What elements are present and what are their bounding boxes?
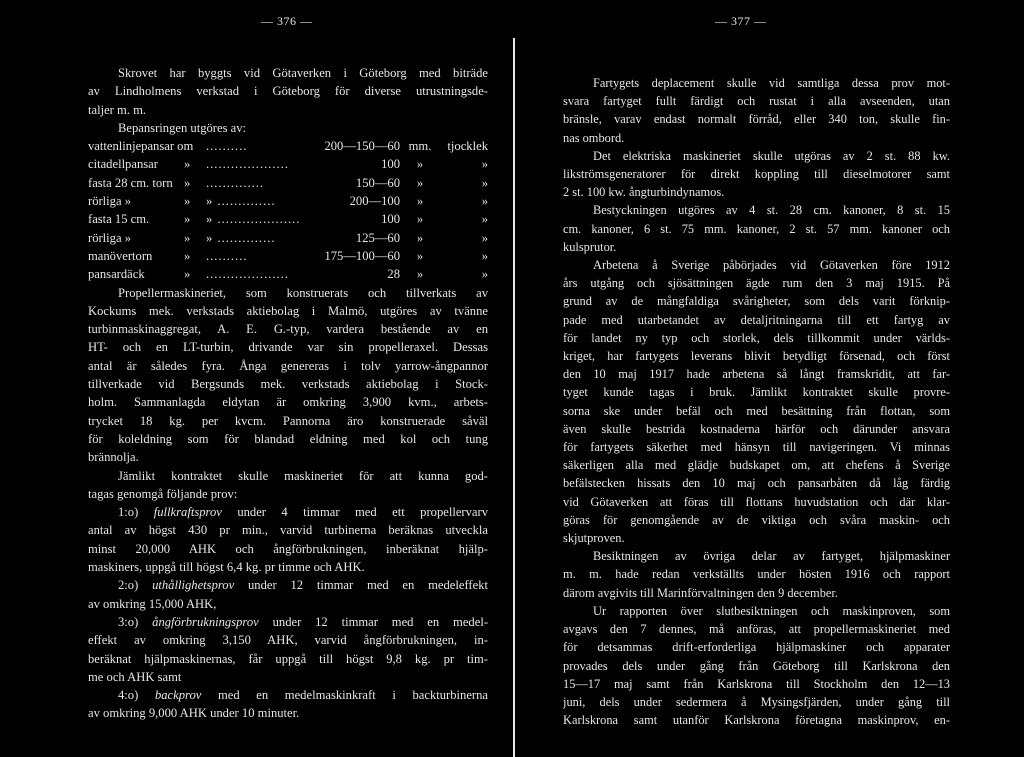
armor-table — [88, 137, 488, 283]
text-line: antal är således fyra. Ånga genereras i tolv yarrow-ångpannor — [88, 358, 488, 373]
armor-heading: Bepansringen utgöres av: — [118, 120, 247, 135]
text-line: turbinmaskinaggregat, A. E. G.-typ, vardera bestående av en — [88, 322, 488, 337]
armor-mark: » — [184, 230, 191, 245]
left-page — [88, 0, 488, 757]
right-page-body — [563, 74, 950, 729]
text-line: vid Götaverken att föras till flottans huvudstation och där klar- — [563, 494, 950, 509]
armor-label: fasta 15 cm. — [88, 212, 150, 227]
text-line: HT- och en LT-turbin, drivande var sin propelleraxel. Dessas — [88, 340, 488, 355]
text-line: trycket 18 kg. per kvcm. Pannorna äro konstruerade såväl — [88, 413, 488, 428]
text-line: Arbetena å Sverige påbörjades vid Götaverken före 1912 — [593, 258, 950, 273]
text-line: för fartygets säkerhet med hänsyn till navigeringen. Vi minnas — [563, 440, 950, 455]
text-line: för detsammas drift-erforderliga hjälpmaskiner och apparater — [563, 640, 950, 655]
text-line: minst 20,000 AHK och ångförbrukningen, inberäknat hjälp- — [88, 541, 488, 556]
test-4-name: backprov — [154, 688, 202, 703]
text-line: tyget kunde tagas i bruk. Jämlikt kontraktet skulle provre- — [563, 385, 950, 400]
armor-unit-2: » — [481, 194, 488, 209]
text-line: likströmsgeneratorer för direkt koppling till dieselmotorer samt — [563, 167, 950, 182]
text-line: tillverkade vid Bergsunds mek. verkstads aktiebolag i Stock- — [88, 377, 488, 392]
armor-value: 200—150—60 — [324, 139, 400, 154]
armor-leader: » .............. — [206, 230, 276, 245]
armor-mark: » — [184, 194, 191, 209]
text-line: taljer m. m. — [88, 102, 147, 117]
armor-unit: » — [416, 248, 424, 263]
armor-value: 125—60 — [355, 230, 400, 245]
armor-unit: » — [416, 157, 424, 172]
text-line: nas ombord. — [563, 130, 625, 145]
armor-mark: » — [184, 267, 191, 282]
text-line: Karlskrona samt utanför Karlskrona företagna maskinprov, en- — [563, 713, 950, 728]
armor-label: manövertorn — [88, 248, 153, 263]
text-line: för landet ny typ och storlek, dels tillkommit under världs- — [563, 330, 950, 345]
armor-value: 150—60 — [355, 175, 400, 190]
text-line: Kockums mek. verkstads aktiebolag i Malmö, utgöres av tvänne — [88, 303, 488, 318]
armor-unit: » — [416, 212, 424, 227]
armor-unit-2: » — [481, 212, 488, 227]
armor-leader: .......... — [206, 139, 248, 154]
text-line: för koleldning som för blandad eldning med kol och tung — [88, 431, 488, 446]
text-line: pade med utarbetandet av detaljritningarna till ett fartyg av — [563, 312, 950, 327]
armor-value: 175—100—60 — [324, 248, 400, 263]
text-line: av omkring 15,000 AHK, — [88, 596, 217, 611]
armor-mark: » — [184, 212, 191, 227]
text-line: cm. kanoner, 6 st. 75 mm. kanoner, 2 st. 57 mm. kanoner och — [563, 221, 950, 236]
armor-label: pansardäck — [88, 267, 145, 282]
text-line: juni, dels under sedermera å Mysingsfjärden, under gång till — [563, 694, 950, 709]
page-number-right: — 377 — — [715, 14, 767, 28]
test-1-line: 1:o) fullkraftsprov under 4 timmar med ett propellervarv — [118, 505, 488, 520]
armor-leader: .......... — [206, 248, 248, 263]
text-line: provades dels under gång från Göteborg till Karlskrona den — [563, 658, 950, 673]
armor-unit: mm. — [408, 139, 432, 154]
page-number-left: — 376 — — [261, 14, 313, 28]
armor-label: vattenlinjepansar om — [88, 139, 194, 154]
text-line: Besiktningen av övriga delar av fartyget, hjälpmaskiner — [593, 549, 950, 564]
text-line: bränsle, varav endast normalt förråd, eller 340 ton, skulle fin- — [563, 112, 950, 127]
armor-unit: » — [416, 175, 424, 190]
text-line: befälstecken hissats den 10 maj och pansarbåten då låg färdig — [563, 476, 950, 491]
armor-row — [88, 174, 488, 192]
armor-row — [88, 265, 488, 283]
text-line: även skulle bestrida kostnaderna härför och därunder ansvara — [563, 421, 950, 436]
text-line: Ur rapporten över slutbesiktningen och maskinproven, som — [593, 603, 950, 618]
armor-label: rörliga » — [88, 230, 132, 245]
armor-row — [88, 247, 488, 265]
text-line: Jämlikt kontraktet skulle maskineriet för att kunna god- — [118, 468, 488, 483]
armor-unit-2: » — [481, 157, 488, 172]
armor-leader: » .................... — [206, 212, 301, 227]
test-2-line: 2:o) uthållighetsprov under 12 timmar med en medeleffekt — [118, 578, 488, 593]
armor-leader: .................... — [206, 267, 289, 282]
armor-mark — [184, 137, 206, 155]
text-line: maskiners, uppgå till högst 6,4 kg. pr timme och AHK. — [88, 560, 365, 575]
armor-mark: » — [184, 175, 191, 190]
armor-value: 200—100 — [349, 194, 400, 209]
text-line: Propellermaskineriet, som konstruerats och tillverkats av — [118, 285, 488, 300]
text-line: av Lindholmens verkstad i Göteborg för diverse utrustningsde- — [88, 84, 488, 99]
text-line: Skrovet har byggts vid Götaverken i Göteborg med biträde — [118, 66, 488, 80]
test-4-line: 4:o) backprov med en medelmaskinkraft i backturbinerna — [118, 688, 488, 703]
armor-mark: » — [184, 157, 191, 172]
armor-unit-2: » — [481, 248, 488, 263]
text-line: därom avgivits till Marinförvaltningen den 9 december. — [563, 585, 838, 600]
test-3-line: 3:o) ångförbrukningsprov under 12 timmar med en medel- — [118, 614, 488, 629]
armor-row — [88, 192, 488, 210]
text-line: m. m. hade redan verkställts under hösten 1916 och rapport — [563, 567, 950, 582]
text-line: tagas genomgå följande prov: — [88, 486, 238, 501]
armor-leader: .................... — [206, 157, 289, 172]
text-line: kriget, har fartygets leverans blivit betydligt försenad, och först — [563, 349, 950, 364]
test-1-name: fullkraftsprov — [153, 505, 222, 520]
armor-value: 100 — [381, 157, 400, 172]
right-page — [563, 0, 950, 757]
armor-label: citadellpansar — [88, 157, 158, 172]
armor-value: 28 — [387, 267, 400, 282]
text-line: effekt av omkring 3,150 AHK, varvid ångförbrukningen, in- — [88, 633, 488, 648]
text-line: göras för genomgående av de viktiga och svåra maskin- och — [563, 512, 950, 527]
armor-row — [88, 155, 488, 173]
text-line: kulsprutor. — [563, 239, 617, 254]
text-line: brännolja. — [88, 450, 139, 465]
armor-unit-2: » — [481, 230, 488, 245]
armor-row — [88, 210, 488, 228]
test-2-name: uthållighetsprov — [152, 578, 235, 593]
text-line: Fartygets deplacement skulle vid samtliga dessa prov mot- — [593, 76, 950, 90]
armor-unit-2: tjocklek — [447, 139, 488, 154]
text-line: me och AHK samt — [88, 669, 182, 684]
text-line: grund av de mångfaldiga svårigheter, som dels varit förknip- — [563, 294, 950, 309]
armor-leader: » .............. — [206, 194, 276, 209]
armor-label: rörliga » — [88, 194, 132, 209]
text-line: den 10 maj 1917 hade arbetena så långt framskridit, att far- — [563, 367, 950, 382]
text-line: sorna ske under befäl och med besättning från flottan, som — [563, 403, 950, 418]
test-3-name: ångförbrukningsprov — [152, 614, 259, 629]
armor-unit: » — [416, 267, 424, 282]
text-line: antal av högst 430 pr min., varvid turbinerna beräknas utveckla — [88, 523, 488, 538]
armor-mark: » — [184, 248, 191, 263]
text-line: holm. Sammanlagda eldytan är omkring 3,900 kvm., arbets- — [88, 395, 488, 410]
armor-leader: .............. — [206, 175, 265, 190]
armor-value: 100 — [381, 212, 400, 227]
left-page-body — [88, 64, 488, 723]
armor-unit-2: » — [481, 267, 488, 282]
armor-unit: » — [416, 230, 424, 245]
armor-row — [88, 137, 488, 155]
armor-label: fasta 28 cm. torn — [88, 175, 173, 190]
text-line: beräknat hjälpmaskinernas, får uppgå till högst 9,8 kg. pr tim- — [88, 651, 488, 666]
armor-unit-2: » — [481, 175, 488, 190]
armor-row — [88, 229, 488, 247]
text-line: skjutproven. — [563, 531, 625, 546]
text-line: 2 st. 100 kw. ångturbindynamos. — [563, 185, 725, 200]
text-line: Det elektriska maskineriet skulle utgöras av 2 st. 88 kw. — [593, 148, 950, 163]
text-line: svara fartyget fullt färdigt och rustat i alla avseenden, utan — [563, 94, 950, 109]
armor-unit: » — [416, 194, 424, 209]
text-line: säkerligen alla med glädje budskapet om, att chefens å Sverige — [563, 458, 950, 473]
text-line: Bestyckningen utgöres av 4 st. 28 cm. kanoner, 8 st. 15 — [593, 203, 950, 218]
text-line: års utgång och sjösättningen ägde rum den 3 maj 1915. På — [563, 276, 950, 291]
text-line: 15—17 maj samt från Karlskrona till Stockholm den 12—13 — [563, 676, 950, 691]
text-line: avgavs den 7 dennes, må anföras, att propellermaskineriet med — [563, 622, 950, 637]
text-line: av omkring 9,000 AHK under 10 minuter. — [88, 706, 300, 721]
page-gutter-divider — [513, 38, 515, 757]
